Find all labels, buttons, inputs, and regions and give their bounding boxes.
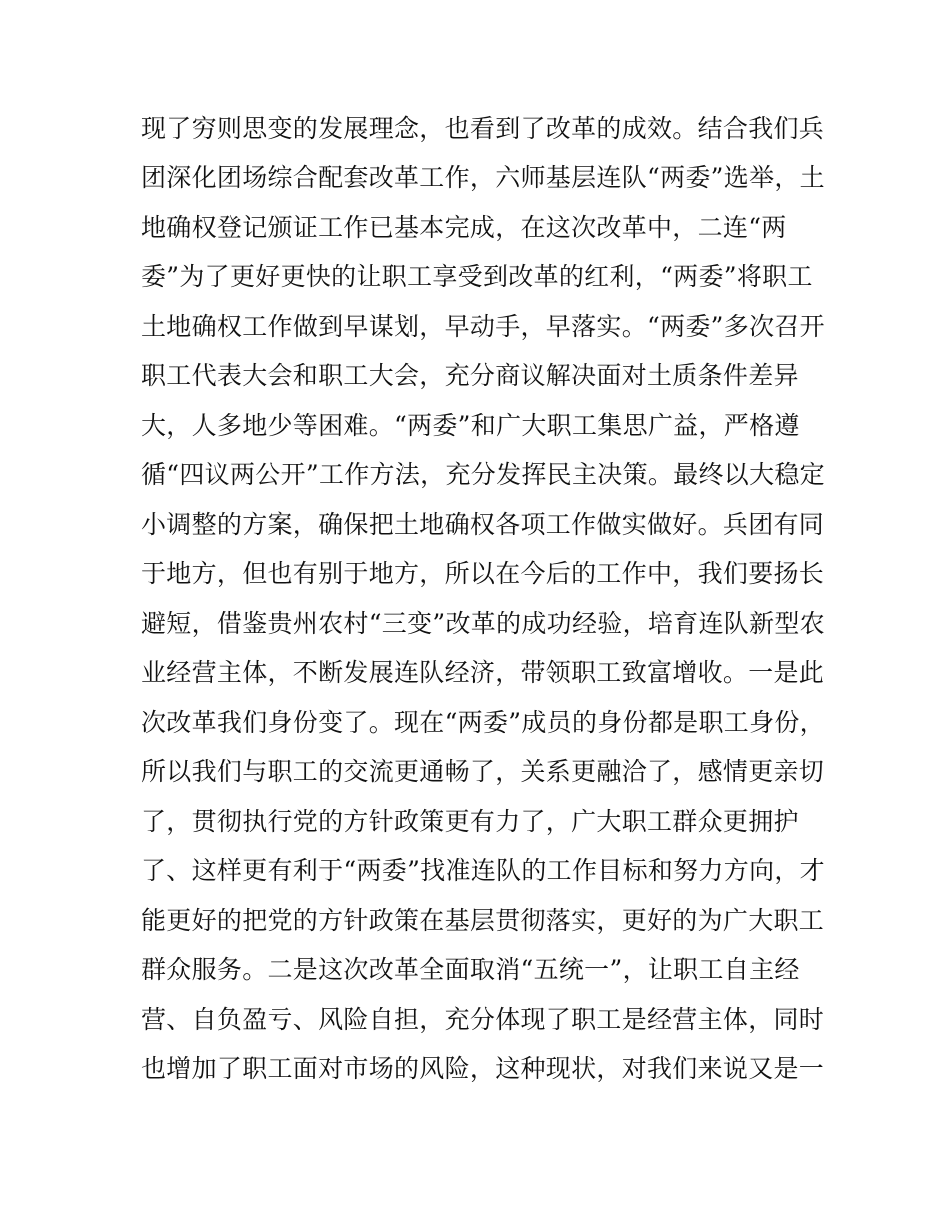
text-line-16: 了、这样更有利于“两委”找准连队的工作目标和努力方向，才 [141,856,825,886]
text-line-9: 小调整的方案，确保把土地确权各项工作做实做好。兵团有同 [141,509,825,539]
text-line-4: 委”为了更好更快的让职工享受到改革的红利，“两委”将职工 [141,262,813,292]
text-line-13: 次改革我们身份变了。现在“两委”成员的身份都是职工身份， [141,707,825,737]
text-line-12: 业经营主体，不断发展连队经济，带领职工致富增收。一是此 [141,658,825,688]
text-line-8: 循“四议两公开”工作方法，充分发挥民主决策。最终以大稳定 [141,460,825,490]
body-text [141,110,825,1100]
text-line-3: 地确权登记颁证工作已基本完成，在这次改革中，二连“两 [141,212,787,242]
text-line-15: 了，贯彻执行党的方针政策更有力了，广大职工群众更拥护 [141,806,799,836]
text-line-19: 营、自负盈亏、风险自担，充分体现了职工是经营主体，同时 [141,1004,825,1034]
text-line-14: 所以我们与职工的交流更通畅了，关系更融洽了，感情更亲切 [141,757,825,787]
text-line-11: 避短，借鉴贵州农村“三变”改革的成功经验，培育连队新型农 [141,608,825,638]
text-line-10: 于地方，但也有别于地方，所以在今后的工作中，我们要扬长 [141,559,825,589]
text-line-6: 职工代表大会和职工大会，充分商议解决面对土质条件差异 [141,361,799,391]
text-line-7: 大，人多地少等困难。“两委”和广大职工集思广益，严格遵 [141,410,800,440]
text-line-18: 群众服务。二是这次改革全面取消“五统一”，让职工自主经 [141,955,800,985]
text-line-2: 团深化团场综合配套改革工作，六师基层连队“两委”选举，土 [141,163,825,193]
text-line-1: 现了穷则思变的发展理念，也看到了改革的成效。结合我们兵 [141,114,825,143]
text-line-5: 土地确权工作做到早谋划，早动手，早落实。“两委”多次召开 [141,311,825,341]
text-line-17: 能更好的把党的方针政策在基层贯彻落实，更好的为广大职工 [141,905,825,935]
text-line-20: 也增加了职工面对市场的风险，这种现状，对我们来说又是一 [141,1054,825,1084]
